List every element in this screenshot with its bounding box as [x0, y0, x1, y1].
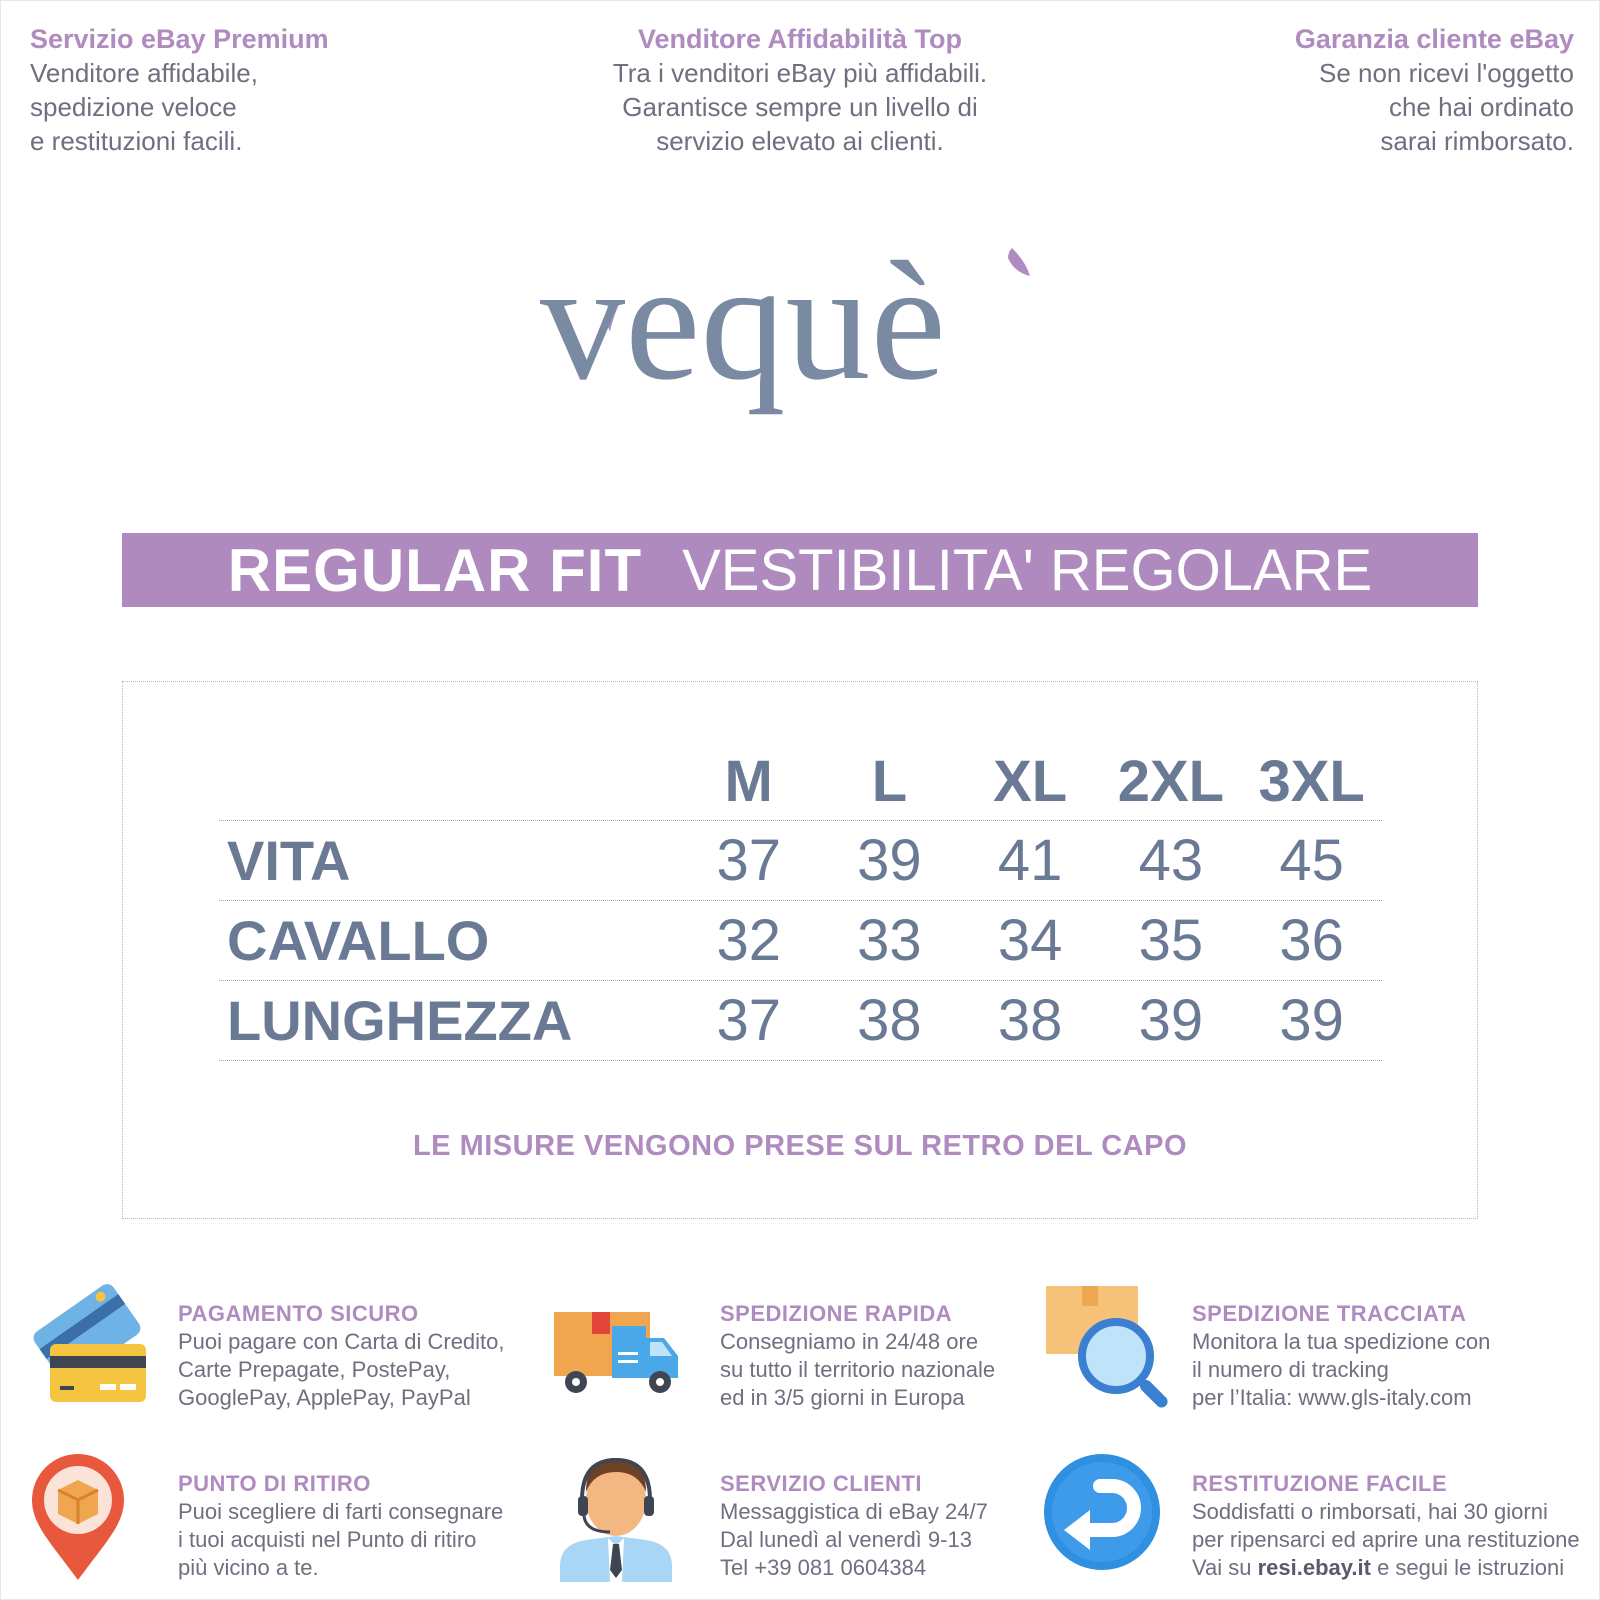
- badge-line: Garantisce sempre un livello di: [622, 92, 978, 122]
- measurement-note: LE MISURE VENGONO PRESE SUL RETRO DEL CAPO: [412, 1130, 1188, 1162]
- badge-ebay-premium: [30, 22, 550, 158]
- feature-line: Puoi pagare con Carta di Credito,: [178, 1329, 505, 1354]
- feature-line: Messaggistica di eBay 24/7: [720, 1499, 988, 1524]
- badge-title: Servizio eBay Premium: [30, 24, 329, 54]
- fit-english: REGULAR FIT: [227, 536, 643, 604]
- badge-line: Venditore affidabile,: [30, 58, 258, 88]
- size-value: 45: [1279, 828, 1344, 893]
- badge-line: sarai rimborsato.: [1380, 126, 1574, 156]
- size-header: XL: [993, 748, 1068, 814]
- customer-service-icon: [552, 1452, 682, 1582]
- badge-line: che hai ordinato: [1388, 92, 1574, 122]
- table-row: [219, 981, 1382, 1061]
- feature-text: [720, 1470, 988, 1582]
- feature-line: Soddisfatti o rimborsati, hai 30 giorni: [1192, 1499, 1548, 1524]
- size-value: 34: [997, 908, 1063, 973]
- badge-line: Se non ricevi l'oggetto: [1318, 58, 1574, 88]
- size-chart: [122, 681, 1478, 1219]
- size-header: 2XL: [1117, 748, 1225, 814]
- size-header: 3XL: [1258, 748, 1365, 814]
- credit-card-icon: [30, 1282, 160, 1412]
- feature-line: Puoi scegliere di farti consegnare: [178, 1499, 504, 1524]
- table-row: [219, 901, 1382, 981]
- fit-italian: VESTIBILITA' REGOLARE: [682, 537, 1373, 603]
- badge-top-seller: [540, 22, 1060, 158]
- feature-text: [720, 1300, 995, 1412]
- feature-text: [1192, 1300, 1490, 1412]
- feature-line-prefix: Vai su: [1192, 1555, 1258, 1580]
- size-value: 33: [857, 908, 922, 973]
- feature-line: più vicino a te.: [178, 1555, 319, 1580]
- feature-text: [178, 1300, 505, 1412]
- size-value: 35: [1138, 908, 1204, 973]
- feature-secure-payment: [30, 1282, 550, 1422]
- row-label: LUNGHEZZA: [227, 989, 573, 1052]
- package-search-icon: [1042, 1282, 1172, 1412]
- feature-text: [1192, 1470, 1582, 1582]
- size-value: 38: [997, 988, 1063, 1053]
- size-table: [219, 742, 1382, 1061]
- returns-link[interactable]: resi.ebay.it: [1257, 1555, 1371, 1580]
- size-value: 32: [716, 908, 781, 973]
- size-header-row: [219, 742, 1382, 821]
- size-value: 39: [857, 828, 922, 893]
- feature-title: PAGAMENTO SICURO: [178, 1301, 419, 1326]
- size-value: 43: [1138, 828, 1204, 893]
- feature-pickup-point: [30, 1452, 550, 1592]
- badge-title: Garanzia cliente eBay: [1294, 24, 1574, 54]
- feature-easy-returns: [1042, 1452, 1580, 1592]
- delivery-truck-icon: [552, 1282, 682, 1412]
- size-header: L: [871, 748, 908, 814]
- return-arrow-icon: [1042, 1452, 1172, 1582]
- feature-line: Monitora la tua spedizione con: [1192, 1329, 1491, 1354]
- size-header: M: [724, 748, 773, 814]
- pickup-point-icon: [30, 1452, 160, 1582]
- feature-line: ed in 3/5 giorni in Europa: [720, 1385, 965, 1410]
- table-row: [219, 821, 1382, 901]
- feature-line: su tutto il territorio nazionale: [720, 1357, 996, 1382]
- feature-line: Dal lunedì al venerdì 9-13: [720, 1527, 972, 1552]
- badge-title: Venditore Affidabilità Top: [638, 24, 962, 54]
- feature-line: Consegniamo in 24/48 ore: [720, 1329, 979, 1354]
- feature-line: GooglePay, ApplePay, PayPal: [178, 1385, 471, 1410]
- size-value: 37: [716, 828, 781, 893]
- feature-title: SPEDIZIONE TRACCIATA: [1192, 1301, 1467, 1326]
- logo-wordmark: vequè: [540, 240, 946, 415]
- feature-line: per ripensarci ed aprire una restituzione: [1192, 1527, 1580, 1552]
- badge-customer-guarantee: [1054, 22, 1574, 158]
- feature-line: Carte Prepagate, PostePay,: [178, 1357, 451, 1382]
- badge-line: spedizione veloce: [30, 92, 237, 122]
- size-value: 36: [1279, 908, 1344, 973]
- feature-line: Tel +39 081 0604384: [720, 1555, 927, 1580]
- size-value: 41: [997, 828, 1063, 893]
- feature-line: il numero di tracking: [1192, 1357, 1389, 1382]
- veque-logo: [540, 240, 1060, 440]
- size-value: 37: [716, 988, 781, 1053]
- badge-line: servizio elevato ai clienti.: [656, 126, 944, 156]
- size-value: 39: [1279, 988, 1344, 1053]
- feature-text: [178, 1470, 503, 1582]
- feature-title: SPEDIZIONE RAPIDA: [720, 1301, 953, 1326]
- feature-fast-shipping: [552, 1282, 1072, 1422]
- feature-line-suffix: e segui le istruzioni: [1370, 1555, 1565, 1580]
- feature-title: SERVIZIO CLIENTI: [720, 1471, 922, 1496]
- feature-line: [1192, 1554, 1582, 1582]
- size-value: 38: [857, 988, 922, 1053]
- badge-line: Tra i venditori eBay più affidabili.: [612, 58, 988, 88]
- logo-accent-drop: [1008, 248, 1030, 276]
- feature-line: per l’Italia: www.gls-italy.com: [1192, 1385, 1472, 1410]
- size-value: 39: [1138, 988, 1204, 1053]
- feature-customer-service: [552, 1452, 1072, 1592]
- feature-line: i tuoi acquisti nel Punto di ritiro: [178, 1527, 477, 1552]
- fit-banner: [122, 533, 1478, 607]
- feature-title: PUNTO DI RITIRO: [178, 1471, 371, 1496]
- feature-title: RESTITUZIONE FACILE: [1192, 1471, 1448, 1496]
- badge-line: e restituzioni facili.: [30, 126, 243, 156]
- feature-tracked-shipping: [1042, 1282, 1562, 1422]
- row-label: VITA: [227, 829, 351, 892]
- row-label: CAVALLO: [227, 909, 490, 972]
